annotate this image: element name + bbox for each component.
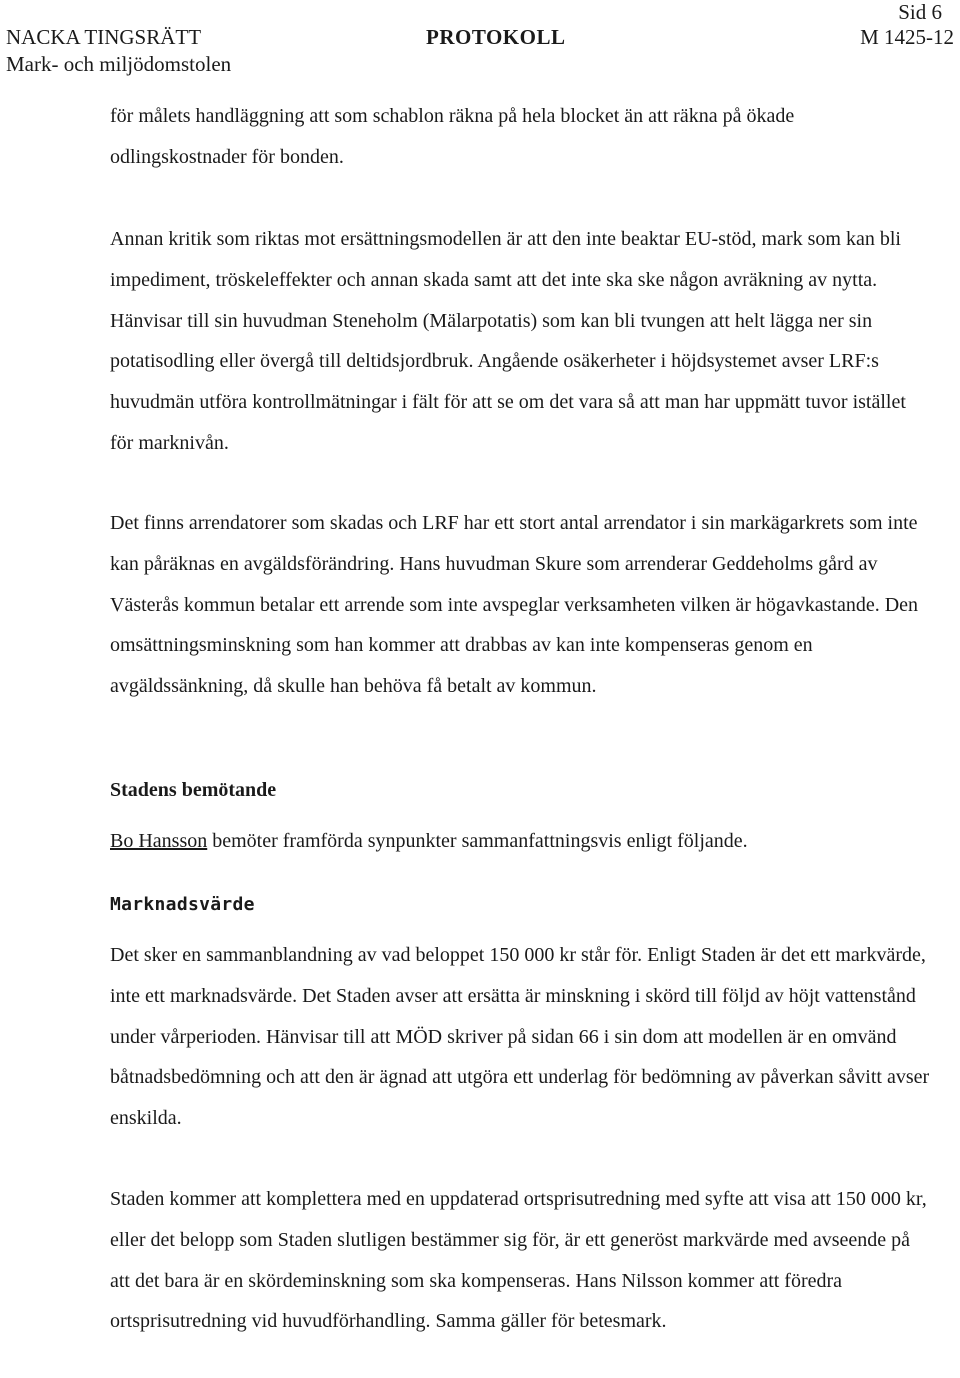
paragraph-6: Staden kommer att komplettera med en uppdaterad ortsprisutredning med syfte att visa att 150 000 kr, eller det belopp som Staden slutligen bestämmer sig för, är ett generöst markvärde med avseende på att det bara är en skördeminskning som ska kompenseras. Hans Nilsson kommer att föredra ortsprisutredning vid huvudförhandling. Samma gäller för betesmark. [110, 1188, 927, 1333]
court-name: NACKA TINGSRÄTT [6, 25, 202, 49]
paragraph-5: Det sker en sammanblandning av vad beloppet 150 000 kr står för. Enligt Staden är det ett markvärde, inte ett marknadsvärde. Det Staden avser att ersätta är minskning i skörd till följd av höjt vattenstånd under vårperioden. Hänvisar till att MÖD skriver på sidan 66 i sin dom att modellen är en omvänd båtnadsbedömning och att den är ägnad att utgöra ett underlag för bedömning av påverkan såvitt avser enskilda. [110, 944, 930, 1130]
case-number: M 1425-12 [860, 25, 954, 49]
page-number: Sid 6 [898, 0, 942, 24]
document-type: PROTOKOLL [426, 25, 566, 49]
paragraph-3: Det finns arrendatorer som skadas och LRF har ett stort antal arrendator i sin markägarkrets som inte kan påräknas en avgäldsförändring. Hans huvudman Skure som arrenderar Geddeholms gård av Västerås kommun betalar ett arrende som inte avspeglar verksamheten vilken är högavkastande. Den omsättningsminskning som han kommer att drabbas av kan inte kompenseras genom en avgäldssänkning, då skulle han behöva få betalt av kommun. [110, 512, 919, 698]
subsection-heading: Marknadsvärde [110, 894, 255, 915]
section-heading: Stadens bemötande [110, 779, 277, 801]
paragraph-1: för målets handläggning att som schablon räkna på hela blocket än att räkna på ökade odlingskostnader för bonden. [110, 105, 795, 168]
court-department: Mark- och miljödomstolen [6, 52, 232, 76]
speaker-name: Bo Hansson [110, 830, 208, 852]
paragraph-4-text: bemöter framförda synpunkter sammanfattningsvis enligt följande. [207, 830, 748, 852]
paragraph-4 [110, 821, 930, 862]
paragraph-2: Annan kritik som riktas mot ersättningsmodellen är att den inte beaktar EU-stöd, mark som kan bli impediment, tröskeleffekter och annan skada samt att det inte ska ske någon avräkning av nytta. Hänvisar till sin huvudman Steneholm (Mälarpotatis) som kan bli tvungen att helt lägga ner sin potatisodling eller övergå till deltidsjordbruk. Angående osäkerheter i höjdsystemet avser LRF:s huvudmän utföra kontrollmätningar i fält för att se om det vara så att man har uppmätt tuvor istället för marknivån. [110, 228, 906, 454]
